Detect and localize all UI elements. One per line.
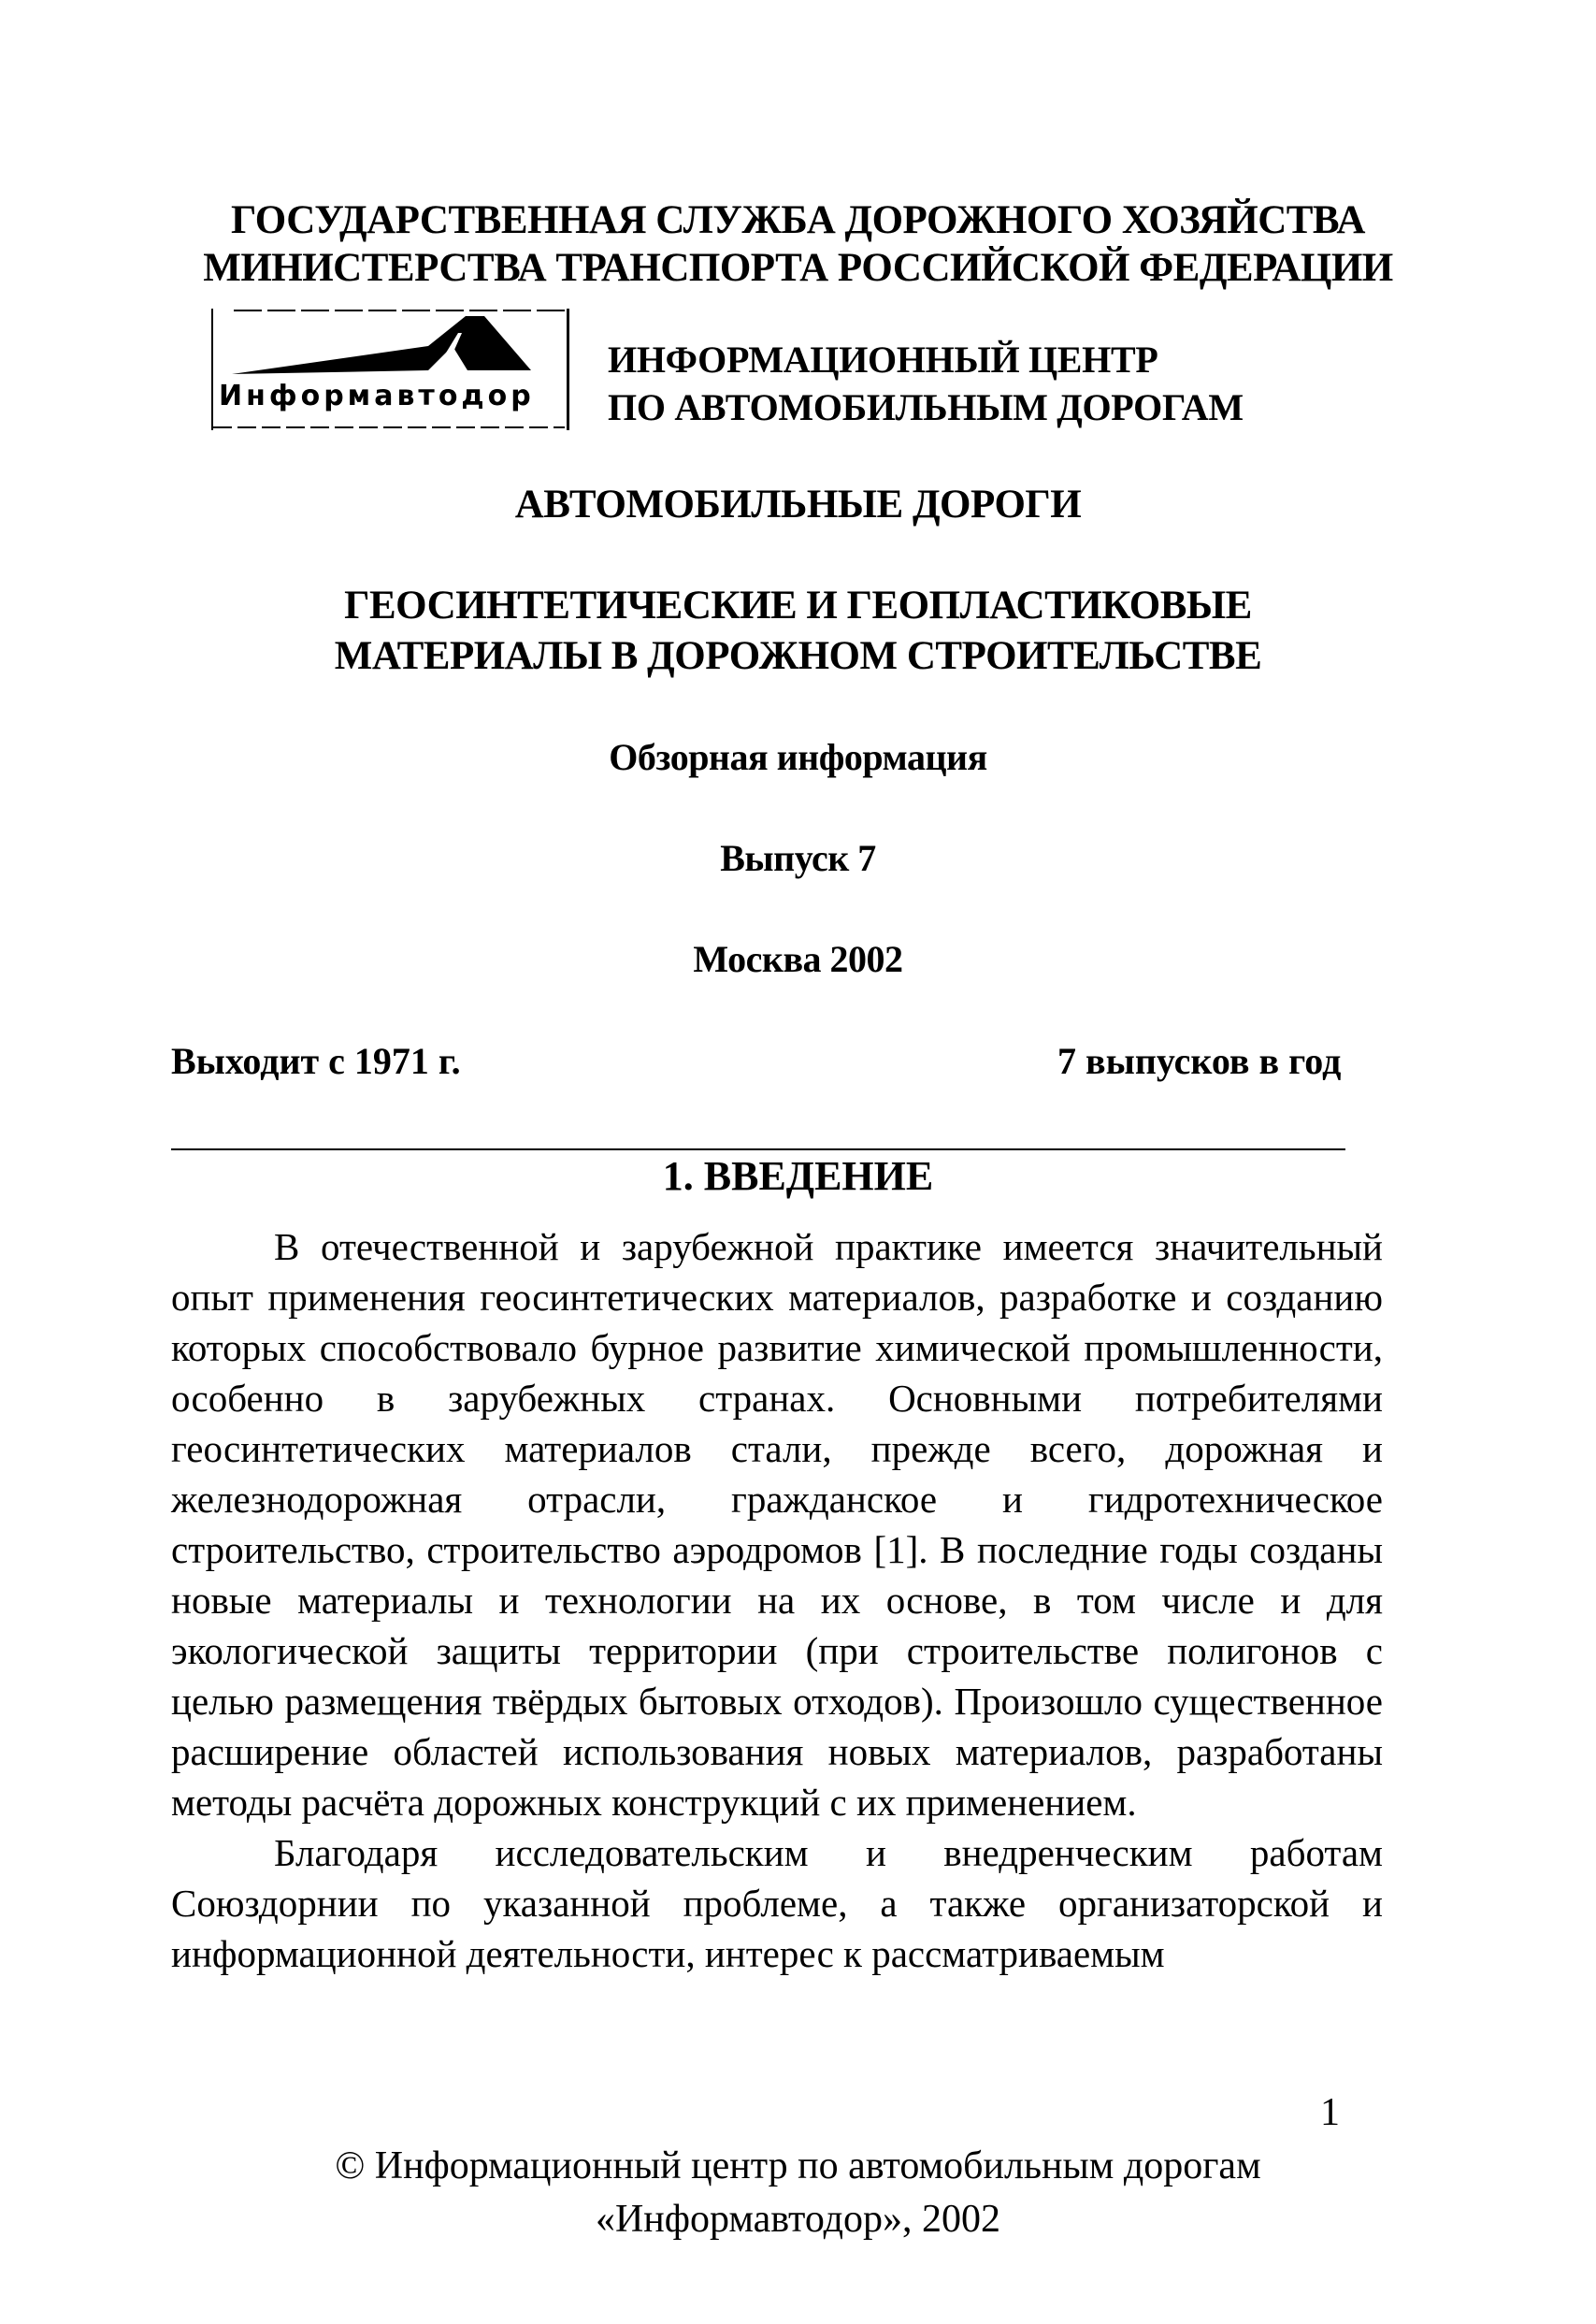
series-title: АВТОМОБИЛЬНЫЕ ДОРОГИ [514, 483, 1082, 527]
since-year: Выходит с 1971 г. [171, 1040, 461, 1082]
divider [171, 1148, 1345, 1150]
paragraph-2: Благодаря исследовательским и внедренческим работам Союздорнии по указанной проблеме, а также организаторской и информационной деятельности, интерес к рассматриваемым [171, 1831, 1383, 1975]
organization-line-1: ИНФОРМАЦИОННЫЙ ЦЕНТР [608, 339, 1158, 381]
title-line-1: ГЕОСИНТЕТИЧЕСКИЕ И ГЕОПЛАСТИКОВЫЕ [344, 584, 1252, 628]
place-year: Москва 2002 [693, 938, 903, 980]
page-number: 1 [1320, 2091, 1340, 2134]
logo-text: Информавтодор [219, 380, 535, 412]
copyright-line-2: «Информавтодор», 2002 [595, 2198, 1001, 2241]
title-line-2: МАТЕРИАЛЫ В ДОРОЖНОМ СТРОИТЕЛЬСТВЕ [334, 634, 1262, 678]
header-line-2: МИНИСТЕРСТВА ТРАНСПОРТА РОССИЙСКОЙ ФЕДЕРАЦИИ [203, 246, 1393, 290]
section-title: 1. ВВЕДЕНИЕ [662, 1153, 934, 1199]
issue-number: Выпуск 7 [720, 837, 876, 879]
header-line-1: ГОСУДАРСТВЕННАЯ СЛУЖБА ДОРОЖНОГО ХОЗЯЙСТВА [231, 198, 1365, 242]
body-text [171, 1221, 1383, 1979]
paragraph-1: В отечественной и зарубежной практике имеется значительный опыт применения геосинтетических материалов, разработке и созданию которых способствовало бурное развитие химической промышленности, особенно в зарубежных странах. Основными потребителями геосинтетических материалов стали, прежде всего, дорожная и железнодорожная отрасли, гражданское и гидротехническое строительство, строительство аэродромов [1]. В последние годы созданы новые материалы и технологии на их основе, в том числе и для экологической защиты территории (при строительстве полигонов с целью размещения твёрдых бытовых отходов). Произошло существенное расширение областей использования новых материалов, разработаны методы расчёта дорожных конструкций с их применением. [171, 1225, 1383, 1824]
issues-per-year: 7 выпусков в год [1057, 1040, 1342, 1082]
organization-line-2: ПО АВТОМОБИЛЬНЫМ ДОРОГАМ [608, 386, 1244, 428]
subtitle: Обзорная информация [609, 736, 987, 778]
informavtodor-logo [211, 309, 569, 430]
copyright-line-1: © Информационный центр по автомобильным дорогам [335, 2144, 1261, 2187]
